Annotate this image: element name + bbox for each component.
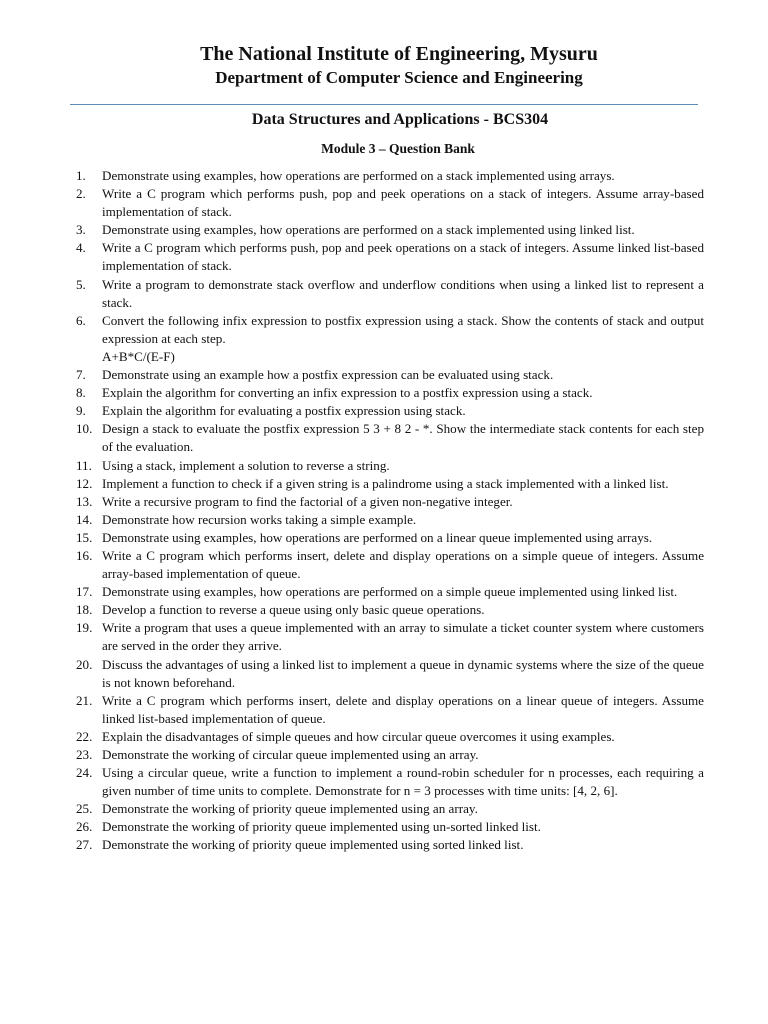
question-number: 16.	[76, 547, 93, 563]
question-body: Demonstrate how recursion works taking a simple example.	[102, 511, 417, 527]
question-text	[102, 457, 704, 475]
question-item	[76, 402, 704, 420]
question-item	[76, 312, 704, 366]
question-item	[76, 366, 704, 384]
question-text	[102, 583, 704, 601]
question-text	[102, 818, 704, 836]
question-text	[102, 402, 704, 420]
question-text	[102, 239, 704, 275]
question-item	[76, 239, 704, 275]
question-body: Write a C program which performs insert, delete and display operations on a simple queue of integers. Assume array-based implementation of queue.	[102, 547, 704, 582]
question-text	[102, 764, 704, 800]
question-item	[76, 764, 704, 800]
question-item	[76, 728, 704, 746]
question-number: 19.	[76, 620, 93, 636]
question-text	[102, 475, 704, 493]
question-body: Demonstrate the working of priority queue implemented using un-sorted linked list.	[102, 819, 541, 835]
question-text	[102, 366, 704, 384]
question-body: Explain the algorithm for converting an infix expression to a postfix expression using a stack.	[102, 385, 593, 401]
question-text	[102, 601, 704, 619]
question-body: Demonstrate using an example how a postfix expression can be evaluated using stack.	[102, 367, 554, 383]
question-number: 9.	[76, 403, 86, 419]
question-item	[76, 384, 704, 402]
question-text	[102, 746, 704, 764]
question-number: 8.	[76, 385, 86, 401]
question-body: Using a stack, implement a solution to reverse a string.	[102, 457, 390, 473]
institute-name: The National Institute of Engineering, Mysuru	[200, 43, 598, 65]
question-body: Explain the algorithm for evaluating a postfix expression using stack.	[102, 403, 466, 419]
question-item	[76, 656, 704, 692]
question-text	[102, 511, 704, 529]
question-text	[102, 420, 704, 456]
question-text	[102, 619, 704, 655]
question-body: Demonstrate the working of priority queue implemented using an array.	[102, 801, 478, 817]
question-item	[76, 836, 704, 854]
question-text	[102, 276, 704, 312]
question-item	[76, 601, 704, 619]
question-number: 26.	[76, 819, 93, 835]
question-number: 6.	[76, 312, 86, 328]
question-body: Demonstrate using examples, how operations are performed on a linear queue implemented using arrays.	[102, 529, 653, 545]
question-number: 1.	[76, 168, 86, 183]
question-body: Using a circular queue, write a function to implement a round-robin scheduler for n processes, each requiring a given number of time units to complete. Demonstrate for n = 3 processes with time units: [4, 2, 6].	[102, 765, 704, 799]
question-item	[76, 420, 704, 456]
question-body: Write a program that uses a queue implemented with an array to simulate a ticket counter system where customers are served in the order they arrive.	[102, 620, 704, 654]
question-number: 17.	[76, 584, 93, 600]
question-number: 15.	[76, 529, 93, 545]
question-text	[102, 547, 704, 583]
question-body: Write a C program which performs insert, delete and display operations on a linear queue of integers. Assume linked list-based implementation of queue.	[102, 692, 704, 726]
question-number: 4.	[76, 240, 86, 256]
question-item	[76, 221, 704, 239]
question-item	[76, 547, 704, 583]
question-text	[102, 692, 704, 728]
question-number: 3.	[76, 222, 86, 238]
question-list	[76, 167, 704, 855]
question-text	[102, 728, 704, 746]
question-number: 22.	[76, 728, 93, 744]
question-number: 20.	[76, 656, 93, 672]
question-number: 2.	[76, 186, 86, 202]
question-item	[76, 800, 704, 818]
question-body: Demonstrate the working of circular queue implemented using an array.	[102, 747, 479, 762]
question-number: 21.	[76, 692, 93, 708]
question-number: 10.	[76, 421, 93, 437]
question-expression: A+B*C/(E-F)	[102, 348, 175, 364]
question-number: 13.	[76, 493, 93, 509]
question-number: 5.	[76, 276, 86, 292]
module-title: Module 3 – Question Bank	[321, 141, 475, 156]
question-item	[76, 475, 704, 493]
question-text	[102, 312, 704, 366]
question-body: Write a recursive program to find the factorial of a given non-negative integer.	[102, 493, 513, 509]
question-body: Write a C program which performs push, pop and peek operations on a stack of integers. Assume array-based implementation of stack.	[102, 186, 704, 220]
question-item	[76, 276, 704, 312]
question-body: Write a program to demonstrate stack overflow and underflow conditions when using a linked list to represent a stack.	[102, 276, 704, 310]
question-body: Design a stack to evaluate the postfix expression 5 3 + 8 2 - *. Show the intermediate stack contents for each step of the evaluation.	[102, 421, 704, 455]
question-text	[102, 529, 704, 547]
question-body: Demonstrate using examples, how operations are performed on a simple queue implemented using linked list.	[102, 584, 678, 600]
question-text	[102, 185, 704, 221]
question-item	[76, 185, 704, 221]
question-number: 14.	[76, 511, 93, 527]
question-item	[76, 818, 704, 836]
course-title: Data Structures and Applications - BCS304	[251, 111, 549, 128]
question-text	[102, 836, 704, 854]
question-text	[102, 493, 704, 511]
question-body: Develop a function to reverse a queue using only basic queue operations.	[102, 602, 485, 618]
question-text	[102, 167, 704, 185]
question-number: 24.	[76, 765, 93, 781]
question-item	[76, 746, 704, 764]
question-text	[102, 384, 704, 402]
question-body: Convert the following infix expression to postfix expression using a stack. Show the contents of stack and output expression at each step.	[102, 312, 704, 346]
question-item	[76, 529, 704, 547]
question-body: Demonstrate using examples, how operations are performed on a stack implemented using linked list.	[102, 222, 635, 238]
question-body: Implement a function to check if a given string is a palindrome using a stack implemented with a linked list.	[102, 475, 669, 491]
question-number: 12.	[76, 475, 93, 491]
question-number: 27.	[76, 837, 93, 853]
question-item	[76, 493, 704, 511]
question-item	[76, 457, 704, 475]
question-body: Explain the disadvantages of simple queues and how circular queue overcomes it using examples.	[102, 728, 615, 744]
question-body: Discuss the advantages of using a linked list to implement a queue in dynamic systems where the size of the queue is not known beforehand.	[102, 656, 704, 690]
question-item	[76, 692, 704, 728]
question-text	[102, 800, 704, 818]
question-item	[76, 619, 704, 655]
question-number: 7.	[76, 367, 86, 383]
question-body: Demonstrate using examples, how operations are performed on a stack implemented using arrays.	[102, 168, 615, 183]
department-name: Department of Computer Science and Engineering	[215, 68, 583, 87]
question-body: Write a C program which performs push, pop and peek operations on a stack of integers. Assume linked list-based implementation of stack.	[102, 240, 704, 274]
question-number: 11.	[76, 457, 92, 473]
question-body: Demonstrate the working of priority queue implemented using sorted linked list.	[102, 837, 524, 853]
header-divider	[70, 104, 698, 105]
question-number: 25.	[76, 801, 93, 817]
question-item	[76, 583, 704, 601]
question-item	[76, 511, 704, 529]
question-number: 23.	[76, 747, 93, 762]
question-text	[102, 656, 704, 692]
question-text	[102, 221, 704, 239]
question-number: 18.	[76, 602, 93, 618]
question-item	[76, 167, 704, 185]
